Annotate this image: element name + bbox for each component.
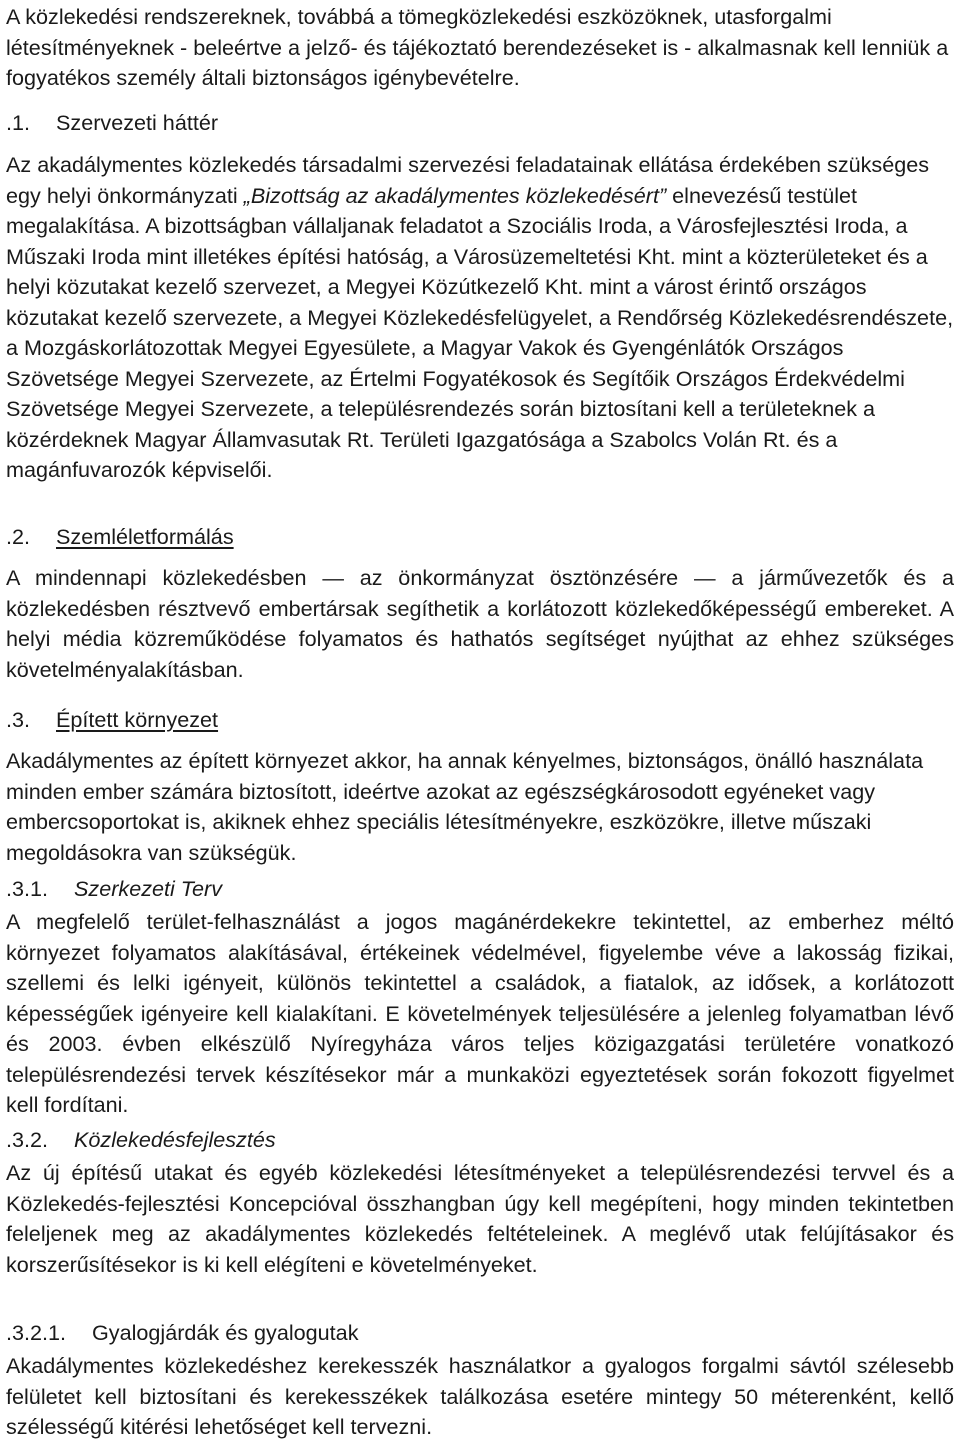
section-3-title: Épített környezet <box>56 707 219 732</box>
section-3-2-1-number: .3.2.1. <box>6 1320 67 1345</box>
section-1-heading <box>6 108 954 139</box>
section-3-2-number: .3.2. <box>6 1127 49 1152</box>
section-1-paragraph <box>6 150 954 486</box>
section-3-2-heading <box>6 1125 954 1156</box>
section-3-2-1-heading <box>6 1318 954 1349</box>
section-1-title: Szervezeti háttér <box>56 110 219 135</box>
section-3-1-paragraph: A megfelelő terület-felhasználást a jogos magánérdekekre tekintettel, az emberhez méltó környezet folyamatos alakításával, értékeinek védelmével, figyelembe véve a lakosság fizikai, szellemi és lelki igényeit, különös tekintettel a családok, a fiatalok, az idősek, a korlátozott képességűek igényeire kell kialakítani. E követelmények teljesülésére a jelenleg folyamatban lévő és 2003. évben elkészülő Nyíregyháza város teljes közigazgatási területére vonatkozó településrendezési tervek készítésekor már a munkaközi egyeztetések során fokozott figyelmet kell fordítani. <box>6 909 954 1117</box>
section-3-2-title: Közlekedésfejlesztés <box>74 1127 276 1152</box>
committee-name: „Bizottság az akadálymentes közlekedésért” <box>243 182 667 208</box>
section-3-2-1-title: Gyalogjárdák és gyalogutak <box>92 1320 359 1345</box>
section-3-1-number: .3.1. <box>6 876 49 901</box>
section-3-2-paragraph: Az új építésű utakat és egyéb közlekedési létesítményeket a településrendezési tervvel és a Közlekedés-fejlesztési Koncepcióval összhangban úgy kell megépíteni, hogy minden tekintetben feleljenek meg az akadálymentes közlekedés feltételeinek. A meglévő utak felújításakor és korszerűsítésekor is ki kell elégíteni e követelményeket. <box>6 1160 954 1277</box>
section-3-2-1-paragraph: Akadálymentes közlekedéshez kerekesszék használatkor a gyalogos forgalmi sávtól szélesebb felületet kell biztosítani és kerekesszékek találkozása esetére mintegy 50 méterenként, kellő szélességű kitérési lehetőséget kell tervezni. <box>6 1353 954 1439</box>
section-2-heading <box>6 522 954 553</box>
section-2-number: .2. <box>6 524 31 549</box>
section-3-number: .3. <box>6 707 31 732</box>
section-3-1-title: Szerkezeti Terv <box>74 876 223 901</box>
section-1-text-rest: elnevezésű testület megalakítása. A bizottságban vállaljanak feladatot a Szociális Iroda, a Városfejlesztési Iroda, a Műszaki Iroda mint illetékes építési hatóság, a Városüzemeltetési Kht. mint a közterületeket és a helyi közutakat kezelő szervezet, a Megyei Közútkezelő Kht. mint a várost érintő országos közutakat kezelő szervezete, a Megyei Közlekedésfelügyelet, a Rendőrség Közlekedésrendészete, a Mozgáskorlátozottak Megyei Egyesülete, a Magyar Vakok és Gyengénlátók Országos Szövetsége Megyei Szervezete, az Értelmi Fogyatékosok és Segítőik Országos Érdekvédelmi Szövetsége Megyei Szervezete, a településrendezés során biztosítani kell a területeknek a közérdeknek Magyar Államvasutak Rt. Területi Igazgatósága a Szabolcs Volán Rt. és a magánfuvarozók képviselői. <box>6 182 954 482</box>
section-3-heading <box>6 705 954 736</box>
section-2-title: Szemléletformálás <box>56 524 234 549</box>
section-3-1-heading <box>6 874 954 905</box>
intro-paragraph: A közlekedési rendszereknek, továbbá a tömegközlekedési eszközöknek, utasforgalmi létesítményeknek - beleértve a jelző- és tájékoztató berendezéseket is - alkalmasnak kell lenniük a fogyatékos személy általi biztonságos igénybevételre. <box>6 4 949 90</box>
section-1-number: .1. <box>6 110 31 135</box>
section-3-paragraph: Akadálymentes az épített környezet akkor, ha annak kényelmes, biztonságos, önálló használata minden ember számára biztosított, ideértve azokat az egészségkárosodott egyéneket vagy embercsoportokat is, akiknek ehhez speciális létesítményekre, eszközökre, illetve műszaki megoldásokra van szükségük. <box>6 748 924 865</box>
section-2-paragraph: A mindennapi közlekedésben — az önkormányzat ösztönzésére — a járművezetők és a közlekedésben résztvevő embertársak segíthetik a korlátozott közlekedőképességű embereket. A helyi média közreműködése folyamatos és hathatós segítséget nyújthat az ehhez szükséges követelményalakításban. <box>6 565 954 682</box>
section-1-text-start: Az akadálymentes közlekedés társadalmi szervezési feladatainak ellátása érdekében szükséges egy helyi önkormányzati <box>6 152 930 208</box>
